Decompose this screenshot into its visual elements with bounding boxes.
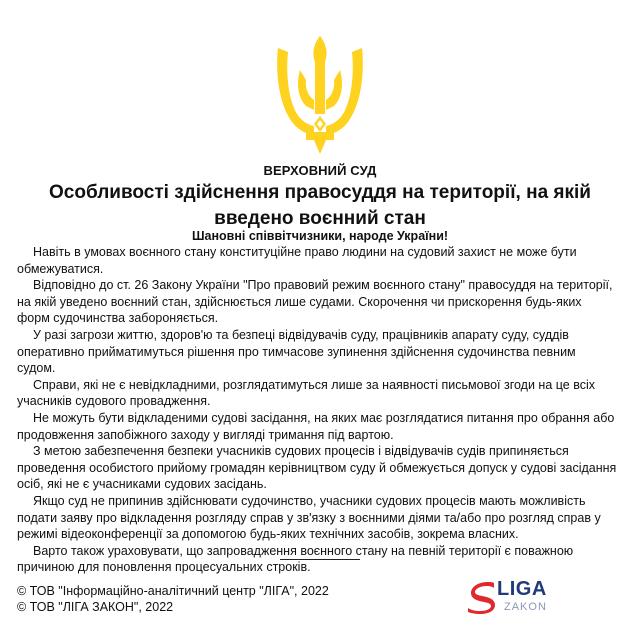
copyright-line: © ТОВ "ЛІГА ЗАКОН", 2022	[17, 600, 174, 614]
liga-logo-mark-icon	[466, 580, 496, 614]
logo-zakon-text: ZAKON	[504, 601, 547, 613]
footer	[17, 583, 329, 615]
logo-liga-text: LIGA	[497, 578, 547, 600]
paragraph: Не можуть бути відкладеними судові засідання, на яких має розглядатися питання про обрання або продовження запобіжного заходу у вигляді тримання під вартою.	[17, 410, 615, 442]
paragraph: Відповідно до ст. 26 Закону України "Про правовий режим воєнного стану" правосуддя на території, на якій уведено воєнний стан, здійснюється лише судами. Скорочення чи прискорення будь-яких форм судочинства забороняється.	[17, 278, 613, 326]
paragraph: У разі загрози життю, здоров'ю та безпеці відвідувачів суду, працівників апарату суду, суддів оперативно прийматимуться рішення про тимчасове зупинення здійснення судочинства певним судом.	[17, 327, 576, 376]
paragraph: Якщо суд не припинив здійснювати судочинство, учасники судових процесів мають можливість подати заяву про відкладення розгляду справ у зв'язку з воєнними діями та/або про розгляд справ у режимі відеоконференції за допомогою будь-яких технічних засобів, зокрема власних.	[17, 493, 601, 542]
paragraph: Навіть в умовах воєнного стану конституційне право людини на судовий захист не може бути обмежуватися.	[17, 245, 577, 276]
divider	[280, 559, 360, 560]
trident-emblem-icon	[276, 36, 364, 154]
document-body	[17, 244, 617, 576]
paragraph: З метою забезпечення безпеки учасників судових процесів і відвідувачів судів припиняється проведення особистого прийому громадян керівництвом суду й обмежується допуск у судові засідання осіб, які не є учасниками судових засідань.	[17, 444, 617, 492]
document-title: Особливості здійснення правосуддя на території, на якій введено воєнний стан	[49, 182, 591, 229]
paragraph: Варто також ураховувати, що запровадження воєнного стану на певній території є поважною причиною для поновлення процесуальних строків.	[17, 543, 574, 575]
liga-zakon-logo	[466, 576, 556, 618]
copyright-line: © ТОВ "Інформаційно-аналітичний центр "ЛІГА", 2022	[17, 584, 329, 598]
greeting: Шановні співвітчизники, народе України!	[191, 229, 449, 243]
court-name: ВЕРХОВНИЙ СУД	[263, 163, 377, 178]
paragraph: Справи, які не є невідкладними, розглядатимуться лише за наявності письмової згоди на це всіх учасників судового провадження.	[17, 377, 595, 409]
